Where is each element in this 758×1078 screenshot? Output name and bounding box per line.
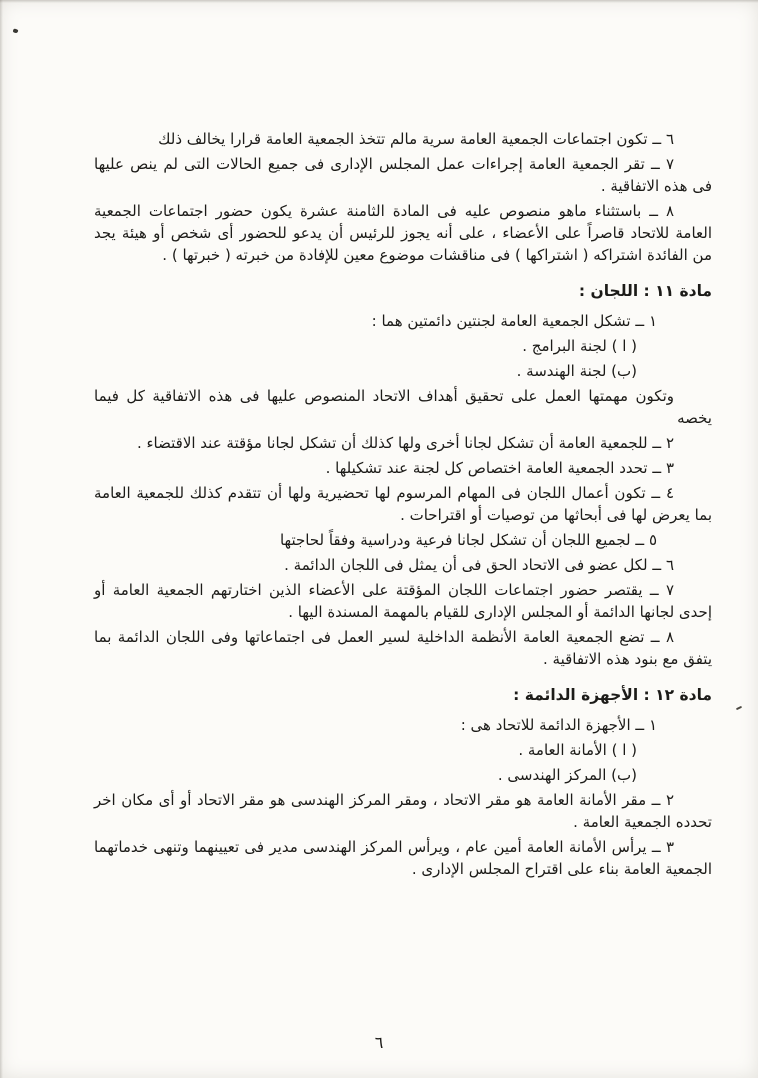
clause-7: ٧ ــ تقر الجمعية العامة إجراءات عمل المجلس الإدارى فى جميع الحالات التى لم ينص عليها فى هذه الاتفاقية . [94, 155, 712, 195]
article-11-item-4: ٤ ــ تكون أعمال اللجان فى المهام المرسوم لها تحضيرية ولها أن تتقدم كذلك للجمعية العامة بما يعرض لها فى أبحاثها من توصيات أو اقتراحات . [94, 484, 712, 524]
article-11-item-6: ٦ ــ لكل عضو فى الاتحاد الحق فى أن يمثل فى اللجان الدائمة . [284, 556, 674, 574]
article-11-item-5: ٥ ــ لجميع اللجان أن تشكل لجانا فرعية ودراسية وفقاً لحاجتها [279, 531, 657, 549]
clause-6: ٦ ــ تكون اجتماعات الجمعية العامة سرية مالم تتخذ الجمعية العامة قرارا يخالف ذلك [158, 130, 674, 148]
article-12-item-2: ٢ ــ مقر الأمانة العامة هو مقر الاتحاد ، ومقر المركز الهندسى هو مقر الاتحاد أو أى مكان اخر تحدده الجمعية العامة . [94, 791, 712, 831]
article-12-item-1: ١ ــ الأجهزة الدائمة للاتحاد هى : [460, 716, 657, 734]
article-11-item-1: ١ ــ تشكل الجمعية العامة لجنتين دائمتين هما : [371, 312, 657, 330]
article-11-item-7: ٧ ــ يقتصر حضور اجتماعات اللجان المؤقتة على الأعضاء الذين اختارتهم الجمعية العامة أو إحدى لجانها الدائمة أو المجلس الإدارى للقيام بالمهمة المسندة اليها . [94, 581, 712, 621]
document-content [94, 128, 712, 883]
article-12-heading: مادة ١٢ : الأجهزة الدائمة : [513, 686, 712, 704]
article-12-item-1-a: ( ا ) الأمانة العامة . [518, 741, 637, 759]
scan-edge-shadow-top [0, 0, 758, 3]
page-number: ٦ [374, 1033, 384, 1052]
scan-edge-shadow-left [0, 0, 3, 1078]
scan-speck [12, 28, 18, 33]
clause-8: ٨ ــ باستثناء ماهو منصوص عليه فى المادة الثامنة عشرة يكون حضور اجتماعات الجمعية العامة للاتحاد قاصراً على الأعضاء ، على أنه يجوز للرئيس أن يدعو للحضور أى شخص أو هيئة يجد من الفائدة اشتراكه ( اشتراكها ) فى مناقشات موضوع معين للإفادة من خبرته ( خبرتها ) . [94, 202, 712, 264]
article-11-item-1-b: (ب) لجنة الهندسة . [516, 362, 637, 380]
article-11-item-8: ٨ ــ تضع الجمعية العامة الأنظمة الداخلية لسير العمل فى اجتماعاتها وفى اللجان الدائمة بما يتفق مع بنود هذه الاتفاقية . [94, 628, 712, 668]
article-11-heading: مادة ١١ : اللجان : [578, 282, 712, 300]
article-11-item-1-note: وتكون مهمتها العمل على تحقيق أهداف الاتحاد المنصوص عليها فى هذه الاتفاقية كل فيما يخصه [94, 387, 712, 427]
article-11-item-3: ٣ ــ تحدد الجمعية العامة اختصاص كل لجنة عند تشكيلها . [325, 459, 674, 477]
article-12-item-3: ٣ ــ يرأس الأمانة العامة أمين عام ، ويرأس المركز الهندسى مدير فى تعيينهما وتنهى خدماتهما الجمعية العامة بناء على اقتراح المجلس الإدارى . [94, 838, 712, 878]
scan-speck [736, 706, 742, 710]
article-11-item-2: ٢ ــ للجمعية العامة أن تشكل لجانا أخرى ولها كذلك أن تشكل لجانا مؤقتة عند الاقتضاء . [136, 434, 674, 452]
article-12-item-1-b: (ب) المركز الهندسى . [497, 766, 637, 784]
article-11-item-1-a: ( ا ) لجنة البرامج . [522, 337, 637, 355]
